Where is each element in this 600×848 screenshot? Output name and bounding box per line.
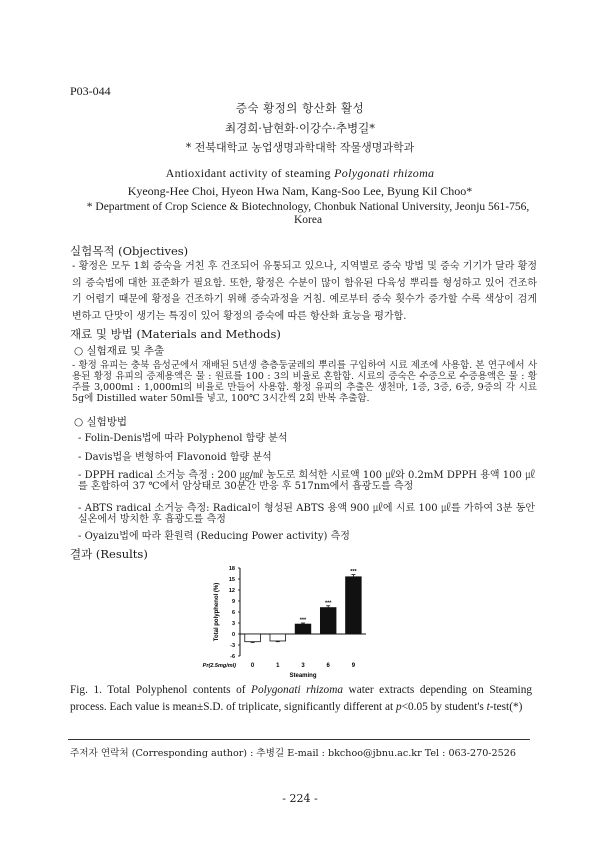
bar — [346, 577, 362, 634]
y-tick-label: 6 — [231, 610, 235, 616]
objectives-dash: - — [72, 261, 79, 272]
paper-code: P03-044 — [70, 84, 111, 98]
bar — [270, 634, 286, 641]
x-tick-label: 1 — [276, 663, 280, 669]
y-tick-label: 0 — [231, 632, 235, 638]
significance-mark: *** — [350, 569, 357, 576]
materials-subheading: ○ 실험재료 및 추출 — [74, 345, 165, 357]
methods-heading: 재료 및 방법 (Materials and Methods) — [70, 327, 281, 341]
y-tick-label: 9 — [231, 599, 235, 605]
corresponding-author: 주저자 연락처 (Corresponding author) : 추병길 E-mail : bkchoo@jbnu.ac.kr Tel : 063-270-2526 — [70, 748, 516, 759]
english-title-prefix: Antioxidant activity of steaming — [165, 166, 335, 180]
method-item-1-text: Folin-Denis법에 따라 Polyphenol 함량 분석 — [84, 433, 288, 444]
materials-dash: - — [72, 360, 79, 371]
caption-suffix: -test(*) — [489, 700, 523, 713]
x-tick-label: 3 — [301, 663, 305, 669]
materials-text: 황정 유피는 충북 음성군에서 재배된 5년생 층층둥굴레의 뿌리를 구입하여 시료 제조에 사용함. 본 연구에서 사용된 황정 유피의 증제용액은 물 : 원료를 100 : 3의 비율로 혼합함. 시료의 증숙은 수증으로 수증용액은 물 : 황주를 3,000ml : 1,000ml의 비율로 만들어 사용함. 황정 유피의 추출은 생천마, 1증, 3증, 6증, 9증의 각 시료 5g에 Distilled water 50ml를 넣고, 100℃ 3시간씩 2회 반복 추출함. — [72, 360, 537, 404]
significance-mark: *** — [324, 600, 332, 607]
english-title-species: Polygonati rhizoma — [334, 166, 435, 180]
method-item-3: - DPPH radical 소거능 측정 : 200 ㎍/㎖ 농도로 희석한 시료액 100 ㎕와 0.2mM DPPH 용액 100 ㎕를 혼합하여 37 ℃에서 암상태로 30분간 반응 후 517nm에서 흡광도를 측정 — [78, 470, 535, 492]
objectives-text: 황정은 모두 1회 증숙을 거친 후 건조되어 유통되고 있으나, 지역별로 증숙 방법 및 증숙 기기가 달라 황정의 증숙법에 대한 표준화가 필요함. 또한, 황정은 수분이 많이 함유된 다육성 뿌리를 형성하고 있어 건조하기 어렵기 때문에 황정을 건조하기 위해 증숙과정을 거침. 예로부터 증숙 횟수가 증가할 수록 색상이 검게 변하고 단맛이 생기는 특징이 있어 황정의 증숙에 따른 항산화 효능을 평가함. — [72, 261, 538, 322]
y-tick-label: -6 — [230, 654, 235, 660]
materials-paragraph — [72, 360, 537, 404]
method-item-1: - Folin-Denis법에 따라 Polyphenol 함량 분석 — [78, 433, 288, 444]
y-tick-label: 12 — [228, 588, 235, 594]
objectives-heading: 실험목적 (Objectives) — [70, 244, 189, 258]
english-authors: Kyeong-Hee Choi, Hyeon Hwa Nam, Kang-Soo Lee, Byung Kil Choo* — [127, 184, 473, 198]
method-item-5: - Oyaizu법에 따라 환원력 (Reducing Power activity) 측정 — [78, 531, 350, 542]
figure-caption — [70, 682, 532, 715]
korean-authors: 최경희·남현화·이강수·추병길* — [224, 121, 376, 135]
bar — [245, 634, 261, 642]
english-title — [60, 166, 540, 181]
y-tick-label: 3 — [231, 621, 235, 627]
page-number: - 224 - — [282, 792, 318, 805]
method-item-4: - ABTS radical 소거능 측정: Radical이 형성된 ABTS 용액 900 ㎕에 시료 100 ㎕를 가하여 3분 동안 실온에서 방치한 후 흡광도를 측정 — [78, 503, 536, 525]
bar — [295, 624, 311, 634]
y-tick-label: 15 — [228, 577, 235, 583]
significance-mark: *** — [299, 617, 307, 624]
method-item-2-text: Davis법을 변형하여 Flavonoid 함량 분석 — [84, 452, 272, 463]
method-item-2: - Davis법을 변형하여 Flavonoid 함량 분석 — [78, 452, 272, 463]
caption-species: Polygonati rhizoma — [251, 684, 343, 696]
y-axis-title: Total polyphenol (%) — [214, 582, 220, 642]
method-item-5-text: Oyaizu법에 따라 환원력 (Reducing Power activity) 측정 — [84, 531, 350, 542]
korean-affiliation: * 전북대학교 농업생명과학대학 작물생명과학과 — [185, 141, 415, 154]
caption-middle: water extracts depending on Steaming process. Each value is mean±S.D. of triplicate, significantly different at — [70, 684, 532, 713]
x-axis-title: Steaming — [289, 673, 317, 679]
methods-subheading: ○ 실험방법 — [74, 416, 128, 428]
caption-sig: <0.05 by student's — [401, 700, 487, 713]
results-heading: 결과 (Results) — [70, 547, 148, 561]
x-prefix-label: Pr(2.5mg/ml) — [202, 663, 236, 669]
polyphenol-bar-chart — [196, 560, 376, 682]
y-tick-label: 18 — [228, 566, 235, 572]
method-item-4-text: ABTS radical 소거능 측정: Radical이 형성된 ABTS 용액 900 ㎕에 시료 100 ㎕를 가하여 3분 동안 실온에서 방치한 후 흡광도를 측정 — [78, 503, 536, 525]
x-tick-label: 0 — [250, 663, 255, 669]
english-affiliation: * Department of Crop Science & Biotechnology, Chonbuk National University, Jeonju 561-756, Korea — [86, 201, 530, 226]
bar — [320, 608, 336, 634]
caption-t: t — [486, 700, 490, 713]
caption-prefix: Fig. 1. Total Polyphenol contents of — [70, 684, 252, 696]
y-tick-label: -3 — [230, 643, 235, 649]
method-item-3-text: DPPH radical 소거능 측정 : 200 ㎍/㎖ 농도로 희석한 시료액 100 ㎕와 0.2mM DPPH 용액 100 ㎕를 혼합하여 37 ℃에서 암상태로 30분간 반응 후 517nm에서 흡광도를 측정 — [78, 470, 535, 492]
caption-p: p — [395, 700, 402, 713]
objectives-paragraph — [72, 259, 537, 325]
x-tick-label: 9 — [351, 663, 356, 669]
x-tick-label: 6 — [326, 663, 330, 669]
footnote-rule — [68, 739, 530, 740]
korean-title: 증숙 황정의 항산화 활성 — [235, 101, 365, 115]
